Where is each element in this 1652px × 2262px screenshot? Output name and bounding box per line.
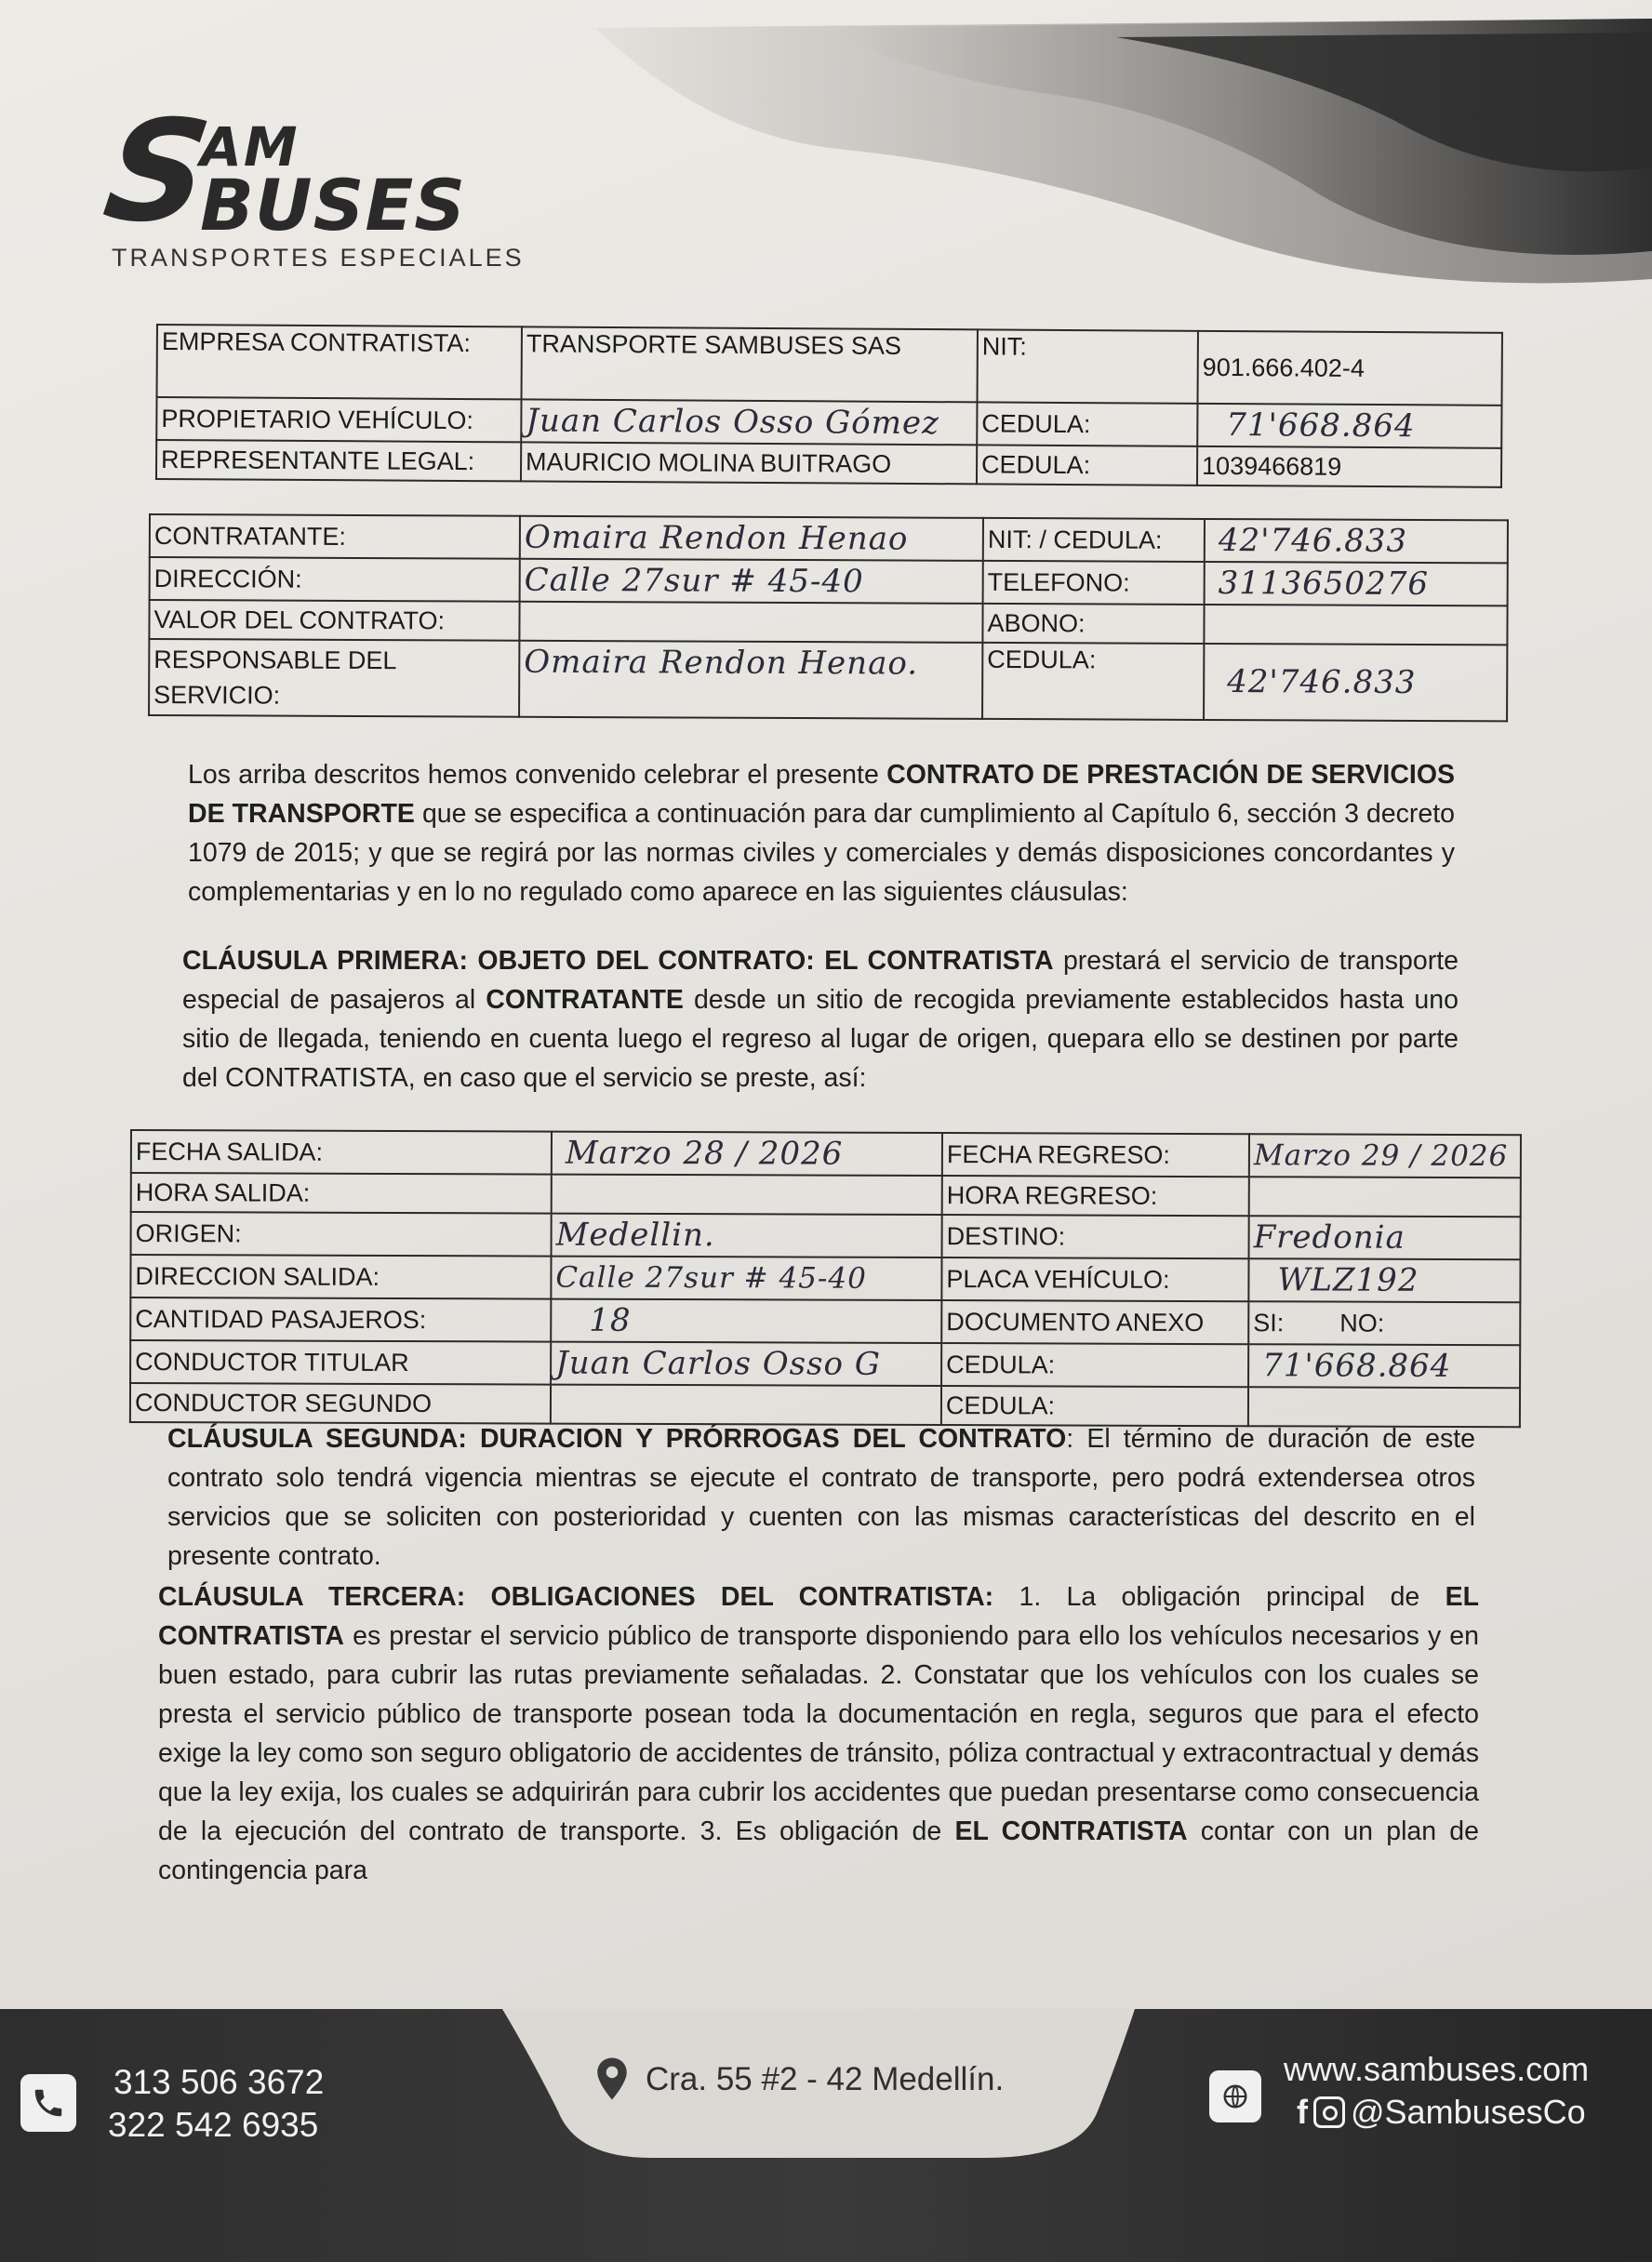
contract-value-label: VALOR DEL CONTRATO: <box>149 600 519 641</box>
sambuses-logo <box>95 91 526 279</box>
driver2-label: CONDUCTOR SEGUNDO <box>130 1383 551 1424</box>
legal-rep-name: MAURICIO MOLINA BUITRAGO <box>521 442 977 484</box>
phone-label: TELEFONO: <box>983 561 1205 605</box>
facebook-icon: f <box>1297 2093 1308 2131</box>
footer-phone-2: 322 542 6935 <box>108 2106 319 2144</box>
client-label: CONTRATANTE: <box>150 514 520 559</box>
legal-rep-id: 1039466819 <box>1197 446 1501 487</box>
return-date-label: FECHA REGRESO: <box>942 1133 1249 1177</box>
footer-social[interactable] <box>1297 2093 1586 2132</box>
intro-bold-1: CONTRATO DE PRESTACIÓN DE SERVICIOS DE TRANSPORTE <box>188 760 1455 829</box>
departure-time <box>552 1175 942 1215</box>
responsible-id: 42'746.833 <box>1204 644 1507 721</box>
intro-paragraph <box>188 755 1455 911</box>
client-name: Omaira Rendon Henao <box>520 516 983 561</box>
driver1-name: Juan Carlos Osso G <box>551 1342 941 1386</box>
company-label: EMPRESA CONTRATISTA: <box>157 325 522 399</box>
driver1-id: 71'668.864 <box>1248 1344 1520 1388</box>
return-time-label: HORA REGRESO: <box>942 1176 1249 1216</box>
departure-date-label: FECHA SALIDA: <box>131 1130 552 1175</box>
trip-table <box>129 1129 1522 1428</box>
table-row <box>130 1297 1520 1345</box>
departure-address: Calle 27sur # 45-40 <box>551 1257 941 1300</box>
responsible-id-label: CEDULA: <box>982 643 1204 720</box>
table-row <box>149 600 1507 645</box>
departure-date: Marzo 28 / 2026 <box>552 1132 942 1176</box>
clause-segunda <box>167 1419 1475 1576</box>
deposit-value <box>1204 605 1507 645</box>
destination-label: DESTINO: <box>942 1215 1249 1258</box>
table-row <box>130 1340 1520 1388</box>
destination: Fredonia <box>1249 1216 1521 1259</box>
legal-rep-id-label: CEDULA: <box>977 445 1197 485</box>
passenger-count: 18 <box>551 1299 941 1343</box>
logo-mark-s: S <box>95 91 220 253</box>
clause-primera <box>182 941 1459 1098</box>
owner-label: PROPIETARIO VEHÍCULO: <box>156 397 521 442</box>
table-row <box>157 325 1502 406</box>
nit-value: 901.666.402-4 <box>1197 331 1501 406</box>
table-row <box>156 440 1501 487</box>
table-row <box>131 1173 1521 1217</box>
footer-website[interactable]: www.sambuses.com <box>1284 2050 1590 2088</box>
footer <box>0 2009 1652 2262</box>
nit-label: NIT: <box>978 329 1198 403</box>
instagram-icon <box>1313 2096 1345 2128</box>
table-row <box>149 639 1507 721</box>
company-table <box>155 324 1503 488</box>
web-icon <box>1209 2070 1261 2122</box>
clause3-bold-2: EL CONTRATISTA <box>158 1582 1479 1651</box>
clause1-text-2: desde un sitio de recogida previamente establecidos hasta uno sitio de llegada, teniendo en cuenta luego el regreso al lugar de origen, quepara ello se destinen por parte del CONTRATISTA, en caso que el servicio se preste, así: <box>182 985 1459 1093</box>
clause1-text-1: prestará el servicio de transporte especial de pasajeros al <box>182 946 1459 1015</box>
departure-address-label: DIRECCION SALIDA: <box>130 1255 551 1299</box>
vehicle-plate: WLZ192 <box>1248 1258 1520 1302</box>
deposit-label: ABONO: <box>982 604 1204 644</box>
driver2-id-label: CEDULA: <box>941 1386 1248 1426</box>
client-table <box>148 513 1509 722</box>
passenger-count-label: CANTIDAD PASAJEROS: <box>130 1297 551 1342</box>
clause3-title: CLÁUSULA TERCERA: OBLIGACIONES DEL CONTRATISTA: <box>158 1582 994 1612</box>
return-time <box>1249 1177 1521 1217</box>
address-label: DIRECCIÓN: <box>150 557 520 602</box>
intro-text-2: que se especifica a continuación para dar cumplimiento al Capítulo 6, sección 3 decreto 1079 de 2015; y que se regirá por las normas civiles y comerciales y demás disposiciones concordantes y complementarias y en lo no regulado como aparece en las siguientes cláusulas: <box>188 799 1455 907</box>
intro-text-1: Los arriba descritos hemos convenido celebrar el presente <box>188 760 887 790</box>
annex-options: SI: NO: <box>1248 1301 1520 1345</box>
footer-address: Cra. 55 #2 - 42 Medellín. <box>646 2061 1005 2097</box>
return-date: Marzo 29 / 2026 <box>1249 1134 1521 1178</box>
driver1-label: CONDUCTOR TITULAR <box>130 1340 551 1385</box>
clause-tercera <box>158 1577 1479 1890</box>
contract-value <box>519 602 982 643</box>
owner-id-label: CEDULA: <box>977 402 1197 446</box>
clause1-bold-2: CONTRATANTE <box>486 985 684 1015</box>
company-name: TRANSPORTE SAMBUSES SAS <box>522 326 978 402</box>
footer-social-handle: @SambusesCo <box>1351 2093 1586 2131</box>
logo-mark-am: AM <box>200 115 300 179</box>
clause3-text-3: contar con un plan de contingencia para <box>158 1816 1479 1885</box>
client-address: Calle 27sur # 45-40 <box>520 559 983 604</box>
clause2-title: CLÁUSULA SEGUNDA: DURACION Y PRÓRROGAS DEL CONTRATO <box>167 1424 1067 1454</box>
table-row <box>131 1130 1521 1178</box>
logo-mark-buses: BUSES <box>200 164 467 246</box>
clause3-text-1: 1. La obligación principal de <box>993 1582 1446 1612</box>
table-row <box>131 1212 1521 1259</box>
logo-tagline: TRANSPORTES ESPECIALES <box>112 244 525 272</box>
client-id-label: NIT: / CEDULA: <box>983 518 1205 562</box>
phone-icon <box>20 2074 76 2132</box>
location-pin-icon <box>595 2057 629 2100</box>
clause3-text-2: es prestar el servicio público de transporte disponiendo para ello los vehículos necesarios y en buen estado, para cubrir las rutas previamente señaladas. 2. Constatar que los vehículos con los cuales se presta el servicio público de transporte posean toda la documentación en regla, seguros que para el efecto exige la ley como son seguro obligatorio de accidentes de tránsito, póliza contractual y extracontractual y demás que la ley exija, los cuales se adquirirán para cubrir los accidentes que puedan presentarse como consecuencia de la ejecución del contrato de transporte. 3. Es obligación de <box>158 1621 1479 1846</box>
client-phone: 3113650276 <box>1205 562 1508 605</box>
annex-label: DOCUMENTO ANEXO <box>941 1300 1248 1344</box>
responsible-label: RESPONSABLE DEL SERVICIO: <box>149 639 519 717</box>
footer-phone-1: 313 506 3672 <box>113 2063 325 2101</box>
owner-name: Juan Carlos Osso Gómez <box>521 399 977 445</box>
owner-id: 71'668.864 <box>1197 404 1501 448</box>
clause1-title: CLÁUSULA PRIMERA: OBJETO DEL CONTRATO: EL CONTRATISTA <box>182 946 1054 976</box>
table-row <box>130 1255 1520 1302</box>
departure-time-label: HORA SALIDA: <box>131 1173 552 1214</box>
clause3-bold-3: EL CONTRATISTA <box>954 1816 1188 1846</box>
responsible-name: Omaira Rendon Henao. <box>519 641 982 719</box>
origin: Medellin. <box>552 1214 942 1257</box>
table-row <box>150 557 1508 605</box>
table-row <box>150 514 1508 563</box>
legal-rep-label: REPRESENTANTE LEGAL: <box>156 440 521 481</box>
plate-label: PLACA VEHÍCULO: <box>941 1257 1248 1301</box>
client-id: 42'746.833 <box>1205 519 1508 563</box>
driver1-id-label: CEDULA: <box>941 1343 1248 1387</box>
origin-label: ORIGEN: <box>131 1212 552 1257</box>
clause2-text: : El término de duración de este contrato solo tendrá vigencia mientras se ejecute el contrato de transporte, pero podrá extendersea otros servicios que se soliciten con posterioridad y cuenten con las mismas características del descrito en el presente contrato. <box>167 1424 1475 1571</box>
